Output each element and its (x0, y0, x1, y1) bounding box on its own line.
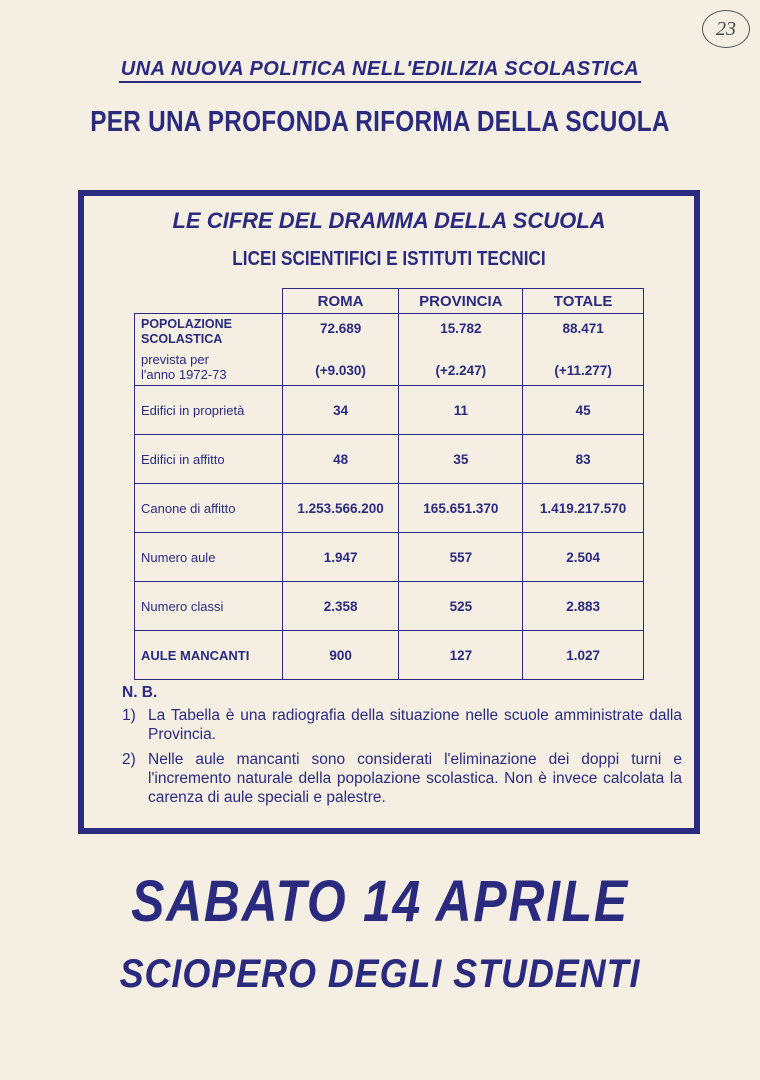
cell-roma: 48 (282, 435, 399, 484)
forecast-totale: (+11.277) (554, 363, 612, 378)
cell-provincia: 127 (399, 631, 523, 680)
cell-totale: 2.504 (523, 533, 644, 582)
forecast-label-line1: prevista per (141, 352, 209, 367)
row-label: Numero classi (135, 582, 283, 631)
cell-totale: 1.419.217.570 (523, 484, 644, 533)
cell-roma: 1.253.566.200 (282, 484, 399, 533)
cell-provincia: 35 (399, 435, 523, 484)
header-kicker (0, 58, 760, 81)
statistics-table (134, 288, 644, 680)
cell-roma: 34 (282, 386, 399, 435)
page-number: 23 (702, 10, 750, 48)
note-index: 1) (122, 707, 136, 724)
forecast-provincia: (+2.247) (435, 363, 487, 378)
note-text: Nelle aule mancanti sono considerati l'eliminazione dei doppi turni e l'incremento naturale della popolazione scolastica. Non è invece calcolata la carenza di aule speciali e palestre. (148, 751, 682, 806)
row-label: AULE MANCANTI (135, 631, 283, 680)
population-roma-cell (282, 314, 399, 386)
row-label: Edifici in affitto (135, 435, 283, 484)
population-totale-cell (523, 314, 644, 386)
table-row (135, 631, 644, 680)
row-label: Numero aule (135, 533, 283, 582)
note-item (122, 750, 682, 807)
cell-provincia: 557 (399, 533, 523, 582)
table-row (135, 582, 644, 631)
population-label (135, 314, 283, 386)
notes (122, 683, 682, 813)
cell-totale: 1.027 (523, 631, 644, 680)
note-item (122, 706, 682, 744)
cell-roma: 2.358 (282, 582, 399, 631)
cell-totale: 45 (523, 386, 644, 435)
table-row-population (135, 314, 644, 386)
notes-heading: N. B. (122, 684, 158, 701)
column-header-provincia: PROVINCIA (399, 289, 523, 314)
table-row (135, 386, 644, 435)
header-kicker-text: UNA NUOVA POLITICA NELL'EDILIZIA SCOLASTICA (119, 58, 641, 83)
row-label: Edifici in proprietà (135, 386, 283, 435)
cell-provincia: 165.651.370 (399, 484, 523, 533)
cell-totale: 83 (523, 435, 644, 484)
cell-totale: 2.883 (523, 582, 644, 631)
box-subtitle: LICEI SCIENTIFICI E ISTITUTI TECNICI (232, 248, 546, 270)
footer-strike: SCIOPERO DEGLI STUDENTI (119, 952, 641, 996)
column-header-roma: ROMA (282, 289, 399, 314)
population-label-line1: POPOLAZIONE (141, 317, 232, 331)
note-index: 2) (122, 751, 136, 768)
population-roma: 72.689 (319, 321, 362, 336)
cell-provincia: 525 (399, 582, 523, 631)
box-title: LE CIFRE DEL DRAMMA DELLA SCUOLA (172, 208, 606, 233)
footer-date: SABATO 14 APRILE (131, 869, 629, 934)
population-totale: 88.471 (562, 321, 604, 336)
population-provincia-cell (399, 314, 523, 386)
cell-roma: 900 (282, 631, 399, 680)
note-text: La Tabella è una radiografia della situazione nelle scuole amministrate dalla Provincia. (148, 707, 682, 743)
population-label-line2: SCOLASTICA (141, 332, 223, 346)
cell-roma: 1.947 (282, 533, 399, 582)
table-header-row (135, 289, 644, 314)
table-row (135, 533, 644, 582)
table-row (135, 484, 644, 533)
forecast-roma: (+9.030) (315, 363, 366, 378)
population-provincia: 15.782 (440, 321, 482, 336)
header-title: PER UNA PROFONDA RIFORMA DELLA SCUOLA (90, 106, 670, 138)
table-corner (135, 289, 283, 314)
table-row (135, 435, 644, 484)
row-label: Canone di affitto (135, 484, 283, 533)
cell-provincia: 11 (399, 386, 523, 435)
column-header-totale: TOTALE (523, 289, 644, 314)
data-box (78, 190, 700, 834)
forecast-label-line2: l'anno 1972-73 (141, 367, 227, 382)
